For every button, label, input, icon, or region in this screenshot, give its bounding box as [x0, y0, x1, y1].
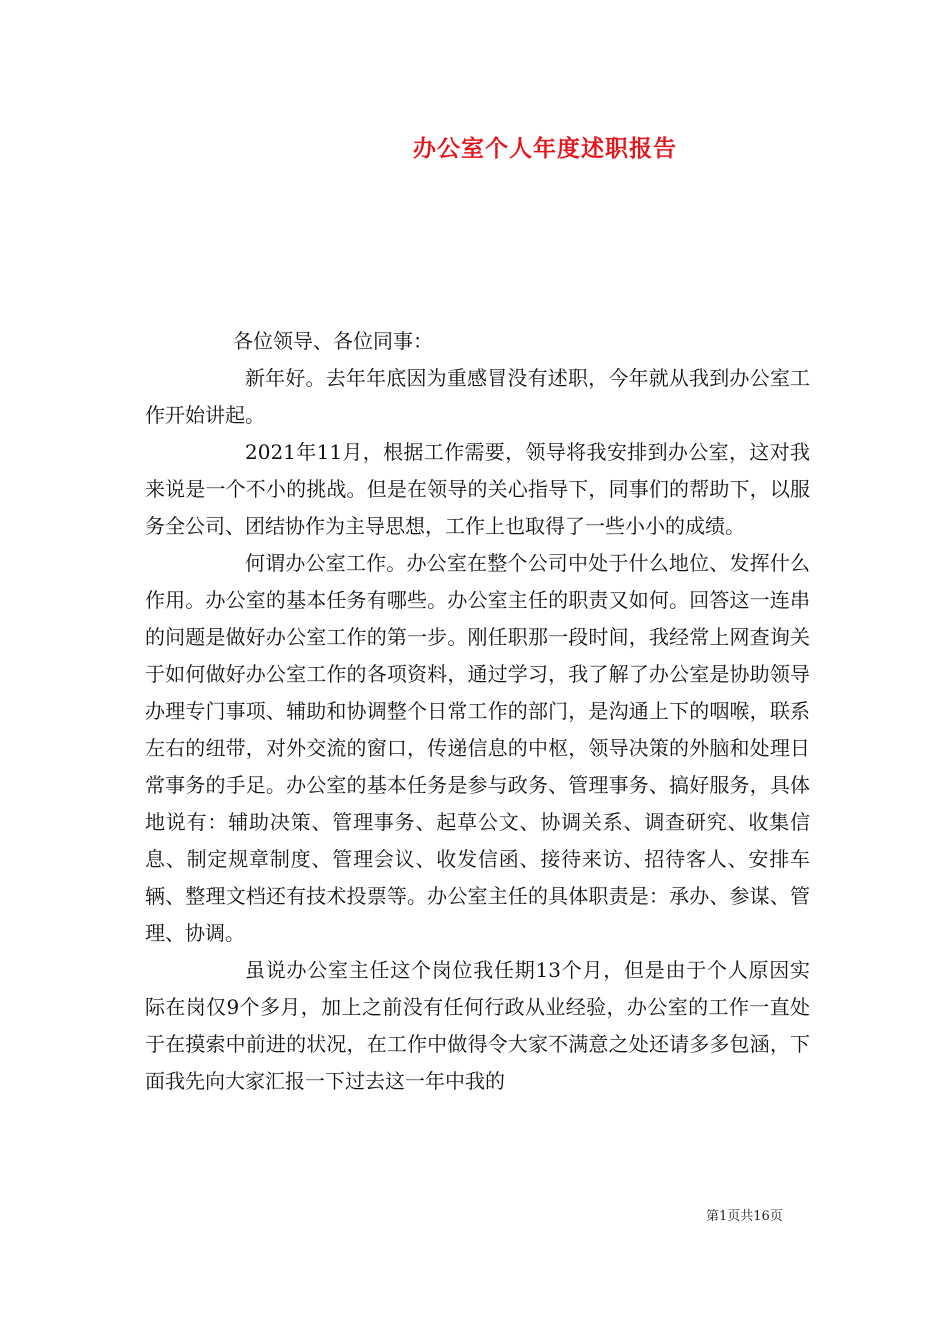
paragraph-2: 2021年11月，根据工作需要，领导将我安排到办公室，这对我来说是一个不小的挑战。但是在领导的关心指导下，同事们的帮助下，以服务全公司、团结协作为主导思想，工作上也取得了一些小小的成绩。 [145, 440, 810, 538]
page-number-footer: 第1页共16页 [706, 1209, 783, 1224]
paragraph-1: 新年好。去年年底因为重感冒没有述职，今年就从我到办公室工作开始讲起。 [145, 366, 810, 427]
document-body [145, 323, 810, 1100]
paragraph-3: 何谓办公室工作。办公室在整个公司中处于什么地位、发挥什么作用。办公室的基本任务有哪些。办公室主任的职责又如何。回答这一连串的问题是做好办公室工作的第一步。刚任职那一段时间，我经常上网查询关于如何做好办公室工作的各项资料，通过学习，我了解了办公室是协助领导办理专门事项、辅助和协调整个日常工作的部门，是沟通上下的咽喉，联系左右的纽带，对外交流的窗口，传递信息的中枢，领导决策的外脑和处理日常事务的手足。办公室的基本任务是参与政务、管理事务、搞好服务，具体地说有：辅助决策、管理事务、起草公文、协调关系、调查研究、收集信息、制定规章制度、管理会议、收发信函、接待来访、招待客人、安排车辆、整理文档还有技术投票等。办公室主任的具体职责是：承办、参谋、管理、协调。 [145, 551, 810, 945]
paragraph-4: 虽说办公室主任这个岗位我任期13个月，但是由于个人原因实际在岗仅9个多月，加上之前没有任何行政从业经验，办公室的工作一直处于在摸索中前进的状况，在工作中做得令大家不满意之处还请多多包涵，下面我先向大家汇报一下过去这一年中我的 [145, 958, 810, 1093]
salutation: 各位领导、各位同事： [233, 329, 433, 353]
document-title: 办公室个人年度述职报告 [413, 135, 677, 162]
